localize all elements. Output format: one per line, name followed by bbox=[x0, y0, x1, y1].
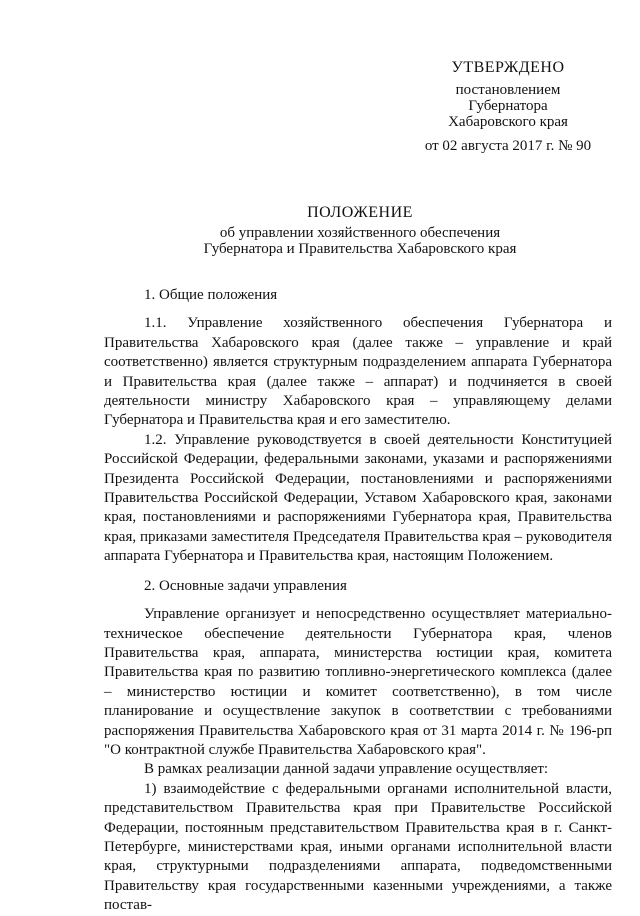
approval-line-1: постановлением bbox=[455, 82, 561, 98]
document-title: ПОЛОЖЕНИЕ bbox=[307, 204, 413, 221]
document-subtitle-line-1: об управлении хозяйственного обеспечения bbox=[219, 225, 501, 241]
paragraph-2-item-1: 1) взаимодействие с федеральными органами исполнительной власти, представительством Правительства края при Правительстве Российской Федерации, постоянным представительством Правительства края в г. Санкт-Петербурге, министерствами края, иными органами исполнительной власти края, структурными подразделениями аппарата, подведомственными Правительству края государственными казенными учреждениями, а также постав- bbox=[104, 780, 612, 914]
document-title-block bbox=[90, 205, 630, 257]
approval-stamp bbox=[418, 60, 598, 154]
section-heading-general: 1. Общие положения bbox=[144, 287, 278, 303]
document-subtitle-line-2: Губернатора и Правительства Хабаровского края bbox=[203, 241, 517, 257]
approval-line-3: Хабаровского края bbox=[448, 114, 568, 130]
paragraph-2-main: Управление организует и непосредственно осуществляет материально-техническое обеспечение деятельности Губернатора края, членов Правительства края, аппарата, министерства юстиции края, комитета Правительства края по развитию топливно-энергетического комплекса (далее – министерство юстиции и комитет соответственно), в том числе планирование и осуществление закупок в соответствии с требованиями распоряжения Правительства Хабаровского края от 31 марта 2014 г. № 196-рп "О контрактной службе Правительства Хабаровского края". bbox=[104, 606, 612, 758]
approval-line-2: Губернатора bbox=[468, 98, 548, 114]
section-heading-tasks: 2. Основные задачи управления bbox=[144, 577, 347, 594]
document-body bbox=[104, 286, 612, 916]
approval-heading: УТВЕРЖДЕНО bbox=[451, 59, 565, 76]
approval-date: от 02 августа 2017 г. № 90 bbox=[424, 138, 592, 154]
paragraph-1-1: 1.1. Управление хозяйственного обеспечения Губернатора и Правительства Хабаровского края (далее также – управление и край соответственно) является структурным подразделением аппарата Губернатора и Правительства края (далее также – аппарат) и подчиняется в своей деятельности министру Хабаровского края – управляющему делами Губернатора и Правительства края и его заместителю. bbox=[104, 315, 612, 429]
paragraph-2-intro: В рамках реализации данной задачи управление осуществляет: bbox=[144, 761, 549, 778]
paragraph-1-2: 1.2. Управление руководствуется в своей деятельности Конституцией Российской Федерации, федеральными законами, указами и распоряжениями Президента Российской Федерации, постановлениями и распоряжениями Правительства Российской Федерации, Уставом Хабаровского края, законами края, постановлениями и распоряжениями Губернатора края, Правительства края, приказами заместителя Председателя Правительства края – руководителя аппарата Губернатора и Правительства края, настоящим Положением. bbox=[104, 431, 612, 565]
